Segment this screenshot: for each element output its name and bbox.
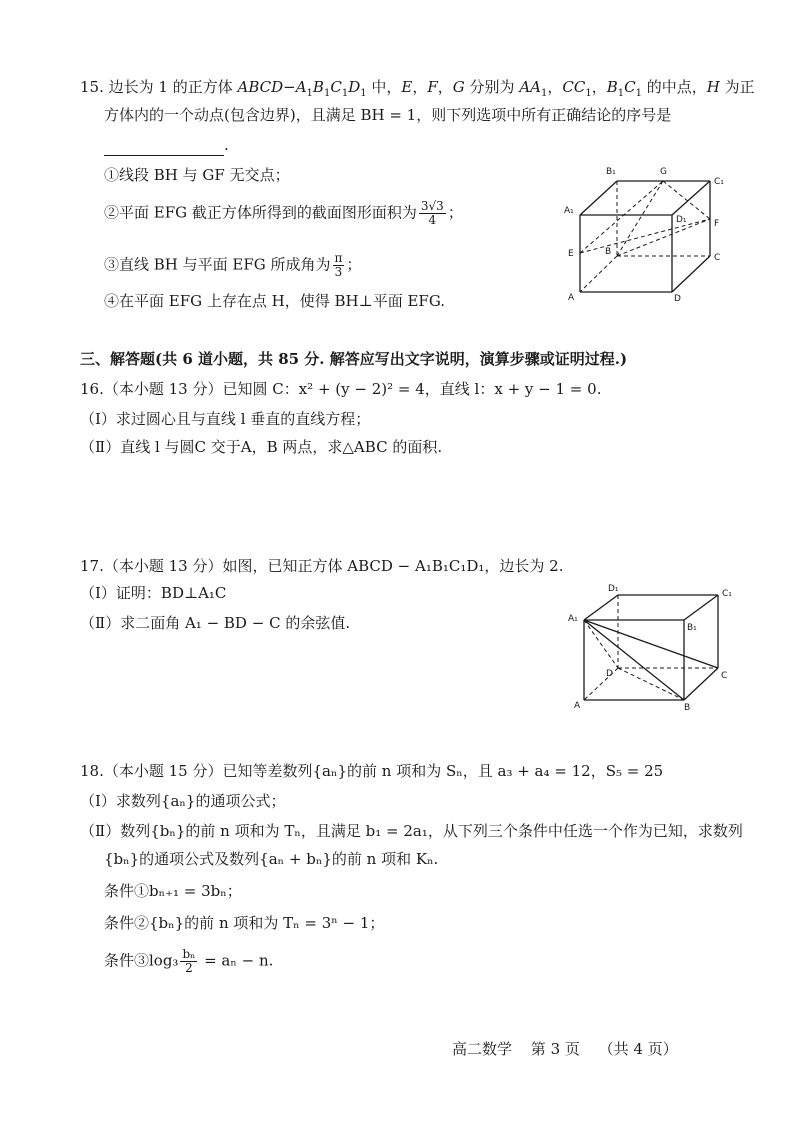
footer-total-pages: （共 4 页）	[598, 1040, 678, 1058]
fig15-label-b1: B₁	[606, 167, 616, 177]
q18-condition-3: 条件③log₃ $\frac{\text{bₙ}}{2}$ = aₙ − n.	[104, 947, 274, 975]
q16-part1: （Ⅰ）求过圆心且与直线 l 垂直的直线方程；	[80, 410, 371, 428]
fig15-label-d1: D₁	[676, 215, 687, 225]
section-3-heading: 三、解答题(共 6 道小题，共 85 分. 解答应写出文字说明，演算步骤或证明过程.)	[80, 350, 628, 368]
q18-part1: （Ⅰ）求数列{aₙ}的通项公式；	[80, 792, 286, 810]
q15-option-4: ④在平面 EFG 上存在点 H，使得 BH⊥平面 EFG.	[104, 292, 446, 310]
q18-condition-2: 条件②{bₙ}的前 n 项和为 Tₙ = 3ⁿ − 1；	[104, 914, 385, 932]
q18-line1: 18.（本小题 15 分）已知等差数列{aₙ}的前 n 项和为 Sₙ，且 a₃ + a₄ = 12，S₅ = 25	[80, 762, 664, 780]
fig15-label-a1: A₁	[564, 206, 574, 216]
q15-option-2: ②平面 EFG 截正方体所得到的截面图形面积为 $\frac{3√3}{4}$ ；	[104, 199, 463, 227]
q16-part2: （Ⅱ）直线 l 与圆C 交于A，B 两点，求△ABC 的面积.	[80, 438, 443, 456]
q18-part2-continued: {bₙ}的通项公式及数列{aₙ + bₙ}的前 n 项和 Kₙ.	[104, 850, 439, 868]
q15-option-1: ①线段 BH 与 GF 无交点；	[104, 166, 290, 184]
fig17-label-c: C	[721, 671, 728, 681]
fig15-label-c: C	[714, 253, 721, 263]
fig17-label-a1: A₁	[568, 614, 578, 624]
q17-line1: 17.（本小题 13 分）如图，已知正方体 ABCD − A₁B₁C₁D₁，边长为 2.	[80, 557, 564, 575]
fig17-label-c1: C₁	[722, 589, 732, 599]
q15-line2: 方体内的一个动点(包含边界)，且满足 BH = 1，则下列选项中所有正确结论的序号是	[104, 106, 672, 124]
footer-subject: 高二数学	[452, 1040, 513, 1058]
q17-cube-figure	[566, 582, 746, 712]
q18-part2: （Ⅱ）数列{bₙ}的前 n 项和为 Tₙ，且满足 b₁ = 2a₁，从下列三个条件中任选一个作为已知，求数列	[80, 822, 743, 840]
fig15-label-f: F	[714, 219, 720, 229]
fig17-label-a: A	[574, 701, 581, 711]
q17-part1: （Ⅰ）证明：BD⊥A₁C	[80, 584, 227, 602]
q15-line1: 15. 边长为 1 的正方体 $ABCD-A_1B_1C_1D_1$ 中，E，F，G 分别为 $AA_1$，$CC_1$，$B_1C_1$ 的中点，H 为正	[80, 78, 755, 99]
q16-line1: 16.（本小题 13 分）已知圆 C：x² + (y − 2)² = 4，直线 l：x + y − 1 = 0.	[80, 380, 602, 398]
fig17-label-b: B	[684, 703, 691, 713]
fig15-label-d: D	[674, 294, 681, 304]
q18-condition-1: 条件①bₙ₊₁ = 3bₙ；	[104, 882, 242, 900]
footer-page-number: 第 3 页	[530, 1040, 580, 1058]
q17-part2: （Ⅱ）求二面角 A₁ − BD − C 的余弦值.	[80, 614, 351, 632]
q15-option-3: ③直线 BH 与平面 EFG 所成角为 $\frac{\pi}{3}$ ；	[104, 251, 362, 279]
fig17-label-b1: B₁	[687, 623, 697, 633]
fig15-label-b: B	[605, 247, 612, 257]
q15-answer-blank: .	[104, 134, 229, 156]
fig17-label-d1: D₁	[608, 584, 619, 594]
fig15-label-g: G	[660, 167, 667, 177]
page-footer	[452, 1038, 692, 1059]
fig15-label-c1: C₁	[714, 177, 724, 187]
fig15-label-a: A	[568, 293, 575, 303]
fig17-label-d: D	[606, 669, 613, 679]
q15-cube-figure	[560, 160, 740, 310]
fig15-label-e: E	[568, 249, 574, 259]
